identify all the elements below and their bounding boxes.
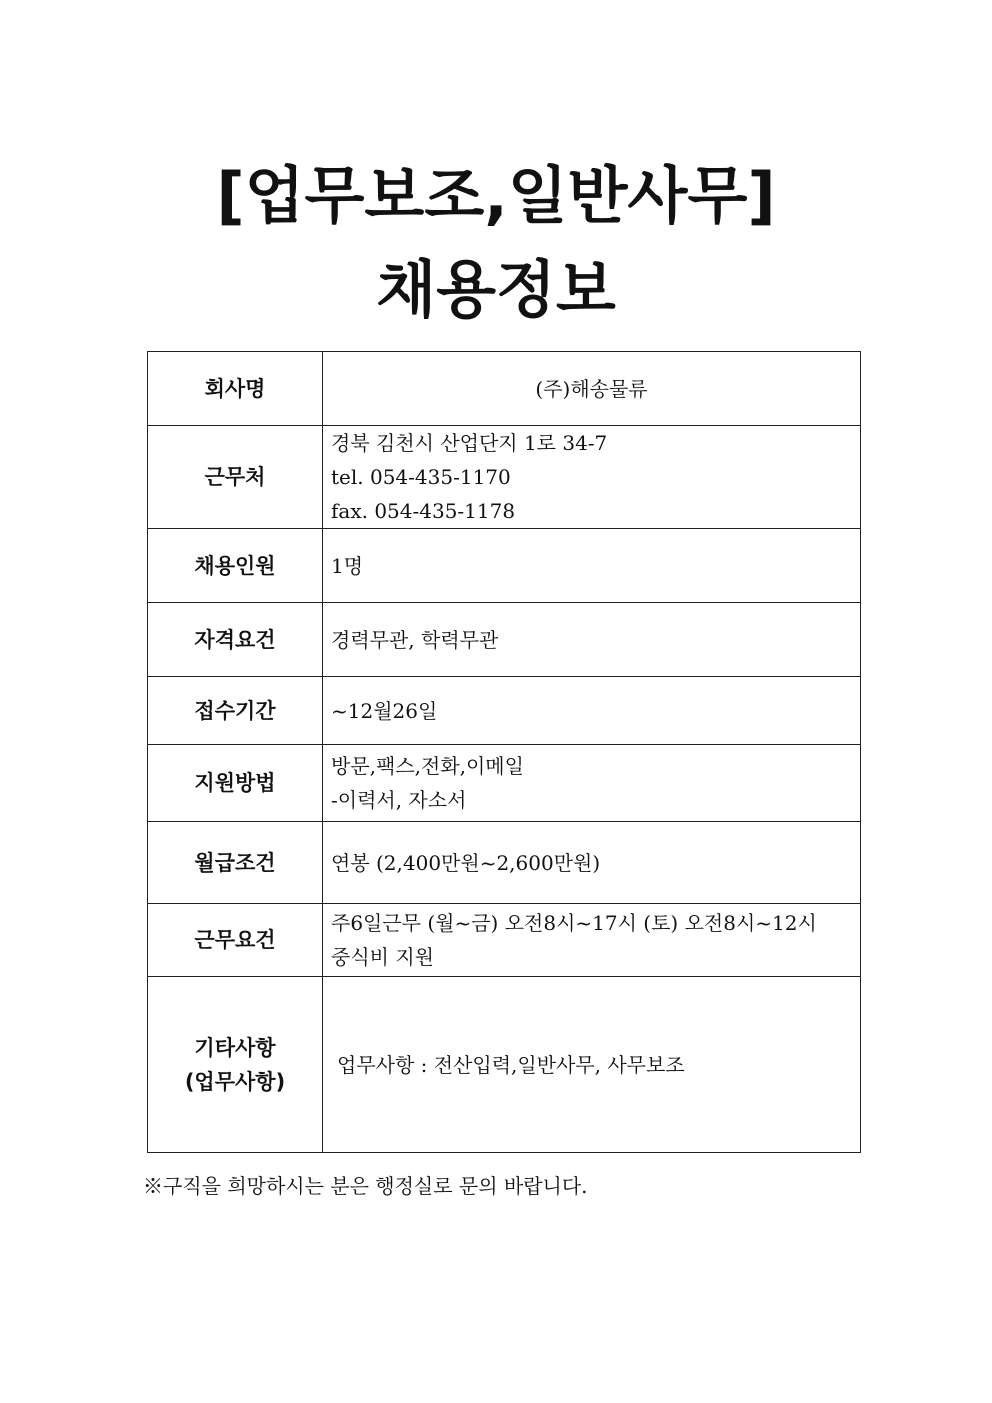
table-row-working-conditions (148, 904, 861, 977)
row-value-salary (323, 822, 861, 904)
table-row-salary (148, 822, 861, 904)
row-value-application-method (323, 745, 861, 822)
row-label-working-conditions: 근무요건 (148, 904, 323, 977)
row-value-qualifications (323, 603, 861, 677)
table-row-headcount (148, 529, 861, 603)
table-row-workplace (148, 426, 861, 529)
row-value-headcount (323, 529, 861, 603)
meal-allowance: 중식비 지원 (331, 945, 434, 969)
qualifications-value: 경력무관, 학력무관 (331, 627, 499, 652)
row-value-company (323, 352, 861, 426)
table-row-other (148, 977, 861, 1153)
duties-value: 업무사항 : 전산입력,일반사무, 사무보조 (337, 1052, 685, 1077)
table-row-application-period (148, 677, 861, 745)
workplace-address: 경북 김천시 산업단지 1로 34-7 (331, 431, 608, 455)
row-value-working-conditions (323, 904, 861, 977)
application-method-channels: 방문,팩스,전화,이메일 (331, 754, 524, 778)
table-row-application-method (148, 745, 861, 822)
row-label-other (148, 977, 323, 1153)
row-label-other-line2: (업무사항) (184, 1069, 286, 1094)
application-method-documents: -이력서, 자소서 (331, 788, 467, 812)
salary-value: 연봉 (2,400만원~2,600만원) (331, 850, 601, 875)
table-row-company (148, 352, 861, 426)
row-label-application-method: 지원방법 (148, 745, 323, 822)
row-label-headcount: 채용인원 (148, 529, 323, 603)
row-value-other (323, 977, 861, 1153)
row-value-application-period (323, 677, 861, 745)
row-label-other-line1: 기타사항 (194, 1035, 276, 1060)
document-title: [업무보조,일반사무] (216, 159, 776, 232)
row-label-application-period: 접수기간 (148, 677, 323, 745)
row-value-workplace (323, 426, 861, 529)
workplace-fax: fax. 054-435-1178 (331, 499, 516, 523)
application-period-value: ~12월26일 (331, 698, 438, 723)
headcount-value: 1명 (331, 553, 364, 578)
row-label-qualifications: 자격요건 (148, 603, 323, 677)
row-label-company: 회사명 (148, 352, 323, 426)
working-hours: 주6일근무 (월~금) 오전8시~17시 (토) 오전8시~12시 (331, 911, 817, 935)
row-label-workplace: 근무처 (148, 426, 323, 529)
recruitment-info-table (147, 351, 861, 1153)
company-name: (주)해송물류 (535, 376, 648, 401)
contact-footnote: ※구직을 희망하시는 분은 행정실로 문의 바랍니다. (143, 1174, 588, 1198)
table-row-qualifications (148, 603, 861, 677)
workplace-tel: tel. 054-435-1170 (331, 465, 511, 489)
document-subtitle: 채용정보 (376, 253, 616, 326)
row-label-salary: 월급조건 (148, 822, 323, 904)
